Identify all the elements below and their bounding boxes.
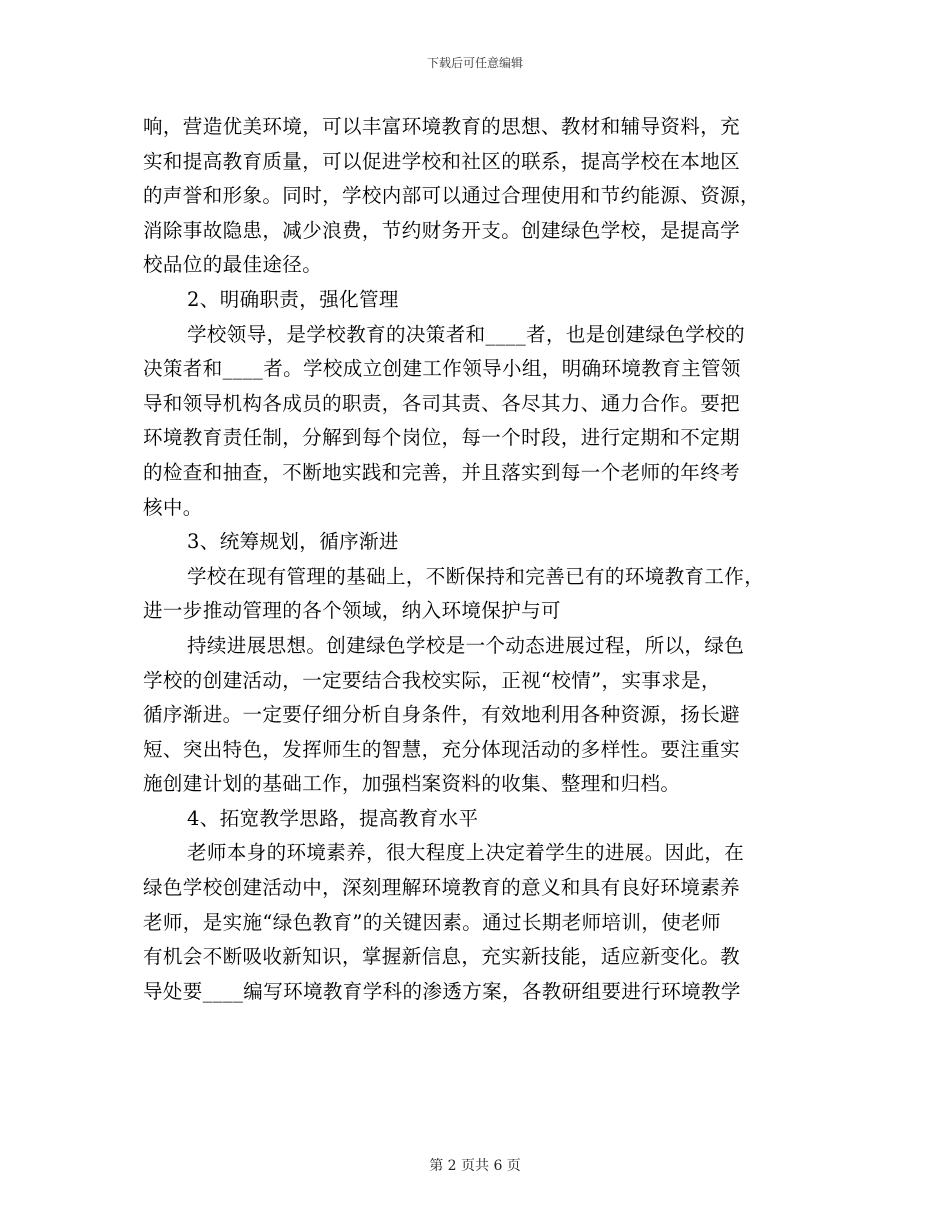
text-line: 施创建计划的基础工作，加强档案资料的收集、整理和归档。: [143, 772, 681, 796]
text-line: 进一步推动管理的各个领域，纳入环境保护与可: [143, 599, 561, 623]
text-line: 环境教育责任制，分解到每个岗位，每一个时段，进行定期和不定期: [143, 426, 741, 450]
text-line: 实和提高教育质量，可以促进学校和社区的联系，提高学校在本地区: [143, 149, 741, 173]
text-line: 绿色学校创建活动中，深刻理解环境教育的意义和具有良好环境素养: [143, 876, 741, 900]
text-line: 的检查和抽查，不断地实践和完善，并且落实到每一个老师的年终考: [143, 460, 741, 484]
text-line: 的声誉和形象。同时，学校内部可以通过合理使用和节约能源、资源，: [143, 184, 760, 208]
text-line: 响，营造优美环境，可以丰富环境教育的思想、教材和辅导资料，充: [143, 115, 741, 138]
text-line: 有机会不断吸收新知识，掌握新信息，充实新技能，适应新变化。教: [143, 945, 741, 969]
text-line: 2、明确职责，强化管理: [187, 287, 399, 311]
text-line: 导和领导机构各成员的职责，各司其责、各尽其力、通力合作。要把: [143, 391, 741, 415]
text-line: 导处要____编写环境教育学科的渗透方案，各教研组要进行环境教学: [143, 979, 741, 1003]
text-line: 持续进展思想。创建绿色学校是一个动态进展过程，所以，绿色: [187, 633, 745, 657]
text-line: 核中。: [143, 495, 203, 519]
text-line: 4、拓宽教学思路，提高教育水平: [187, 806, 479, 830]
text-line: 3、统筹规划，循序渐进: [187, 530, 399, 554]
text-line: 消除事故隐患，减少浪费，节约财务开支。创建绿色学校，是提高学: [143, 218, 741, 242]
text-line: 决策者和____者。学校成立创建工作领导小组，明确环境教育主管领: [143, 357, 741, 381]
text-line: 短、突出特色，发挥师生的智慧，充分体现活动的多样性。要注重实: [143, 737, 741, 761]
page-footer: 第 2 页共 6 页: [429, 1158, 521, 1174]
text-line: 循序渐进。一定要仔细分析自身条件，有效地利用各种资源，扬长避: [143, 703, 741, 727]
text-line: 学校在现有管理的基础上，不断保持和完善已有的环境教育工作，: [187, 564, 765, 588]
document-body: [143, 110, 813, 1009]
text-line: 校品位的最佳途径。: [143, 253, 323, 277]
text-line: 老师，是实施“绿色教育”的关键因素。通过长期老师培训，使老师: [143, 910, 721, 934]
page-header: 下载后可任意编辑: [426, 56, 523, 70]
text-line: 老师本身的环境素养，很大程度上决定着学生的进展。因此，在: [187, 841, 745, 865]
text-line: 学校的创建活动，一定要结合我校实际，正视“校情”，实事求是，: [143, 668, 721, 692]
text-line: 学校领导，是学校教育的决策者和____者，也是创建绿色学校的: [187, 322, 746, 346]
